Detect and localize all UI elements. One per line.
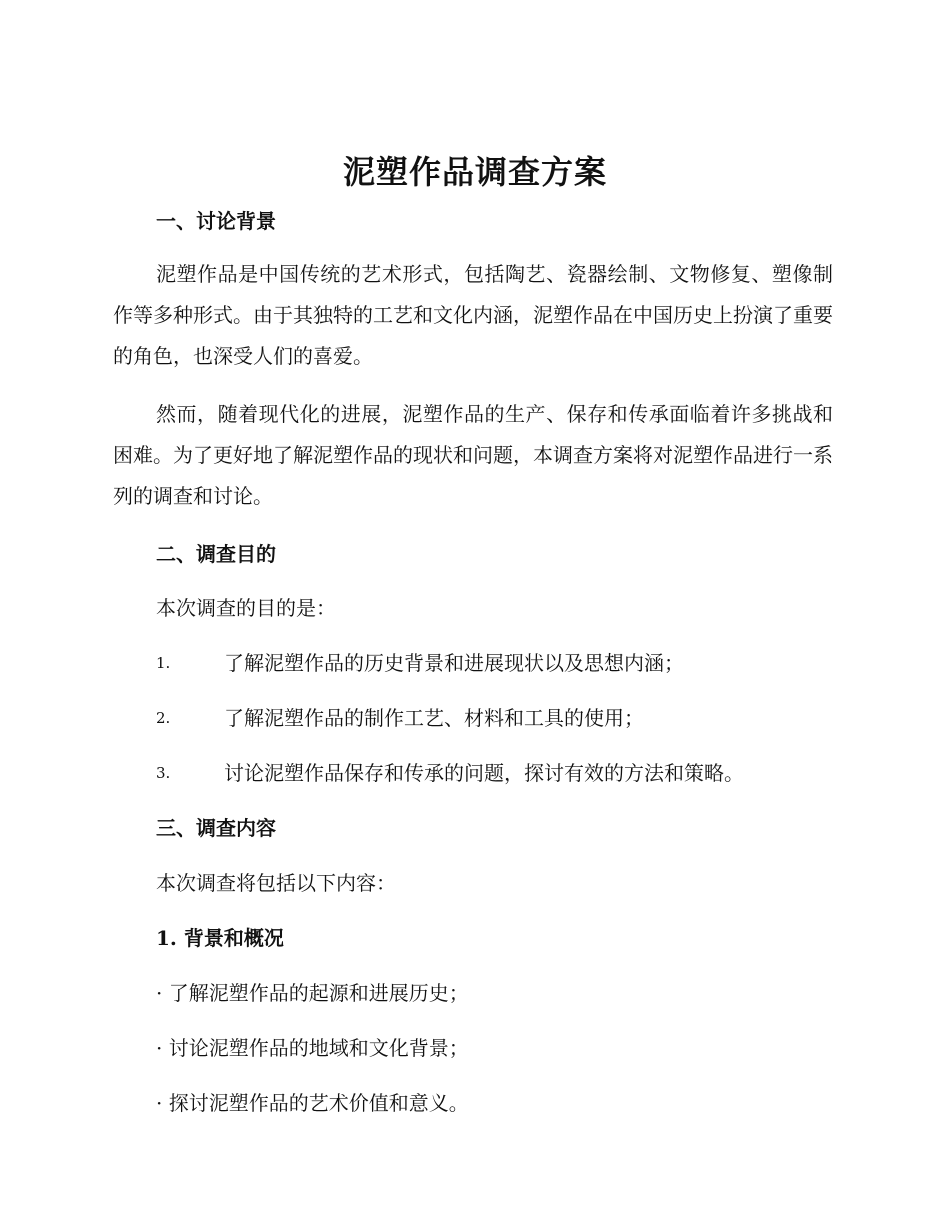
bullet-item: · 讨论泥塑作品的地域和文化背景；: [156, 1036, 469, 1060]
list-number: 2.: [156, 709, 171, 727]
document-title: 泥塑作品调查方案: [342, 153, 607, 191]
list-number: 3.: [156, 764, 171, 782]
purpose-intro: 本次调查的目的是：: [156, 596, 336, 620]
content-subheading: 1. 背景和概况: [156, 926, 284, 950]
list-item-text: 了解泥塑作品的制作工艺、材料和工具的使用；: [224, 706, 644, 730]
list-item-text: 讨论泥塑作品保存和传承的问题，探讨有效的方法和策略。: [224, 761, 744, 785]
list-number: 1.: [156, 654, 171, 672]
list-item-text: 了解泥塑作品的历史背景和进展现状以及思想内涵；: [224, 651, 684, 675]
bullet-item: · 探讨泥塑作品的艺术价值和意义。: [156, 1091, 469, 1115]
paragraph-background-1: 泥塑作品是中国传统的艺术形式，包括陶艺、瓷器绘制、文物修复、塑像制作等多种形式。由于其独特的工艺和文化内涵，泥塑作品在中国历史上扮演了重要的角色，也深受人们的喜爱。: [113, 262, 833, 368]
section-heading-background: 一、讨论背景: [156, 209, 276, 233]
content-intro: 本次调查将包括以下内容：: [156, 871, 396, 895]
paragraph-background-2: 然而，随着现代化的进展，泥塑作品的生产、保存和传承面临着许多挑战和困难。为了更好地了解泥塑作品的现状和问题，本调查方案将对泥塑作品进行一系列的调查和讨论。: [113, 402, 833, 508]
section-heading-content: 三、调查内容: [156, 816, 276, 840]
section-heading-purpose: 二、调查目的: [156, 542, 276, 566]
bullet-item: · 了解泥塑作品的起源和进展历史；: [156, 981, 469, 1005]
